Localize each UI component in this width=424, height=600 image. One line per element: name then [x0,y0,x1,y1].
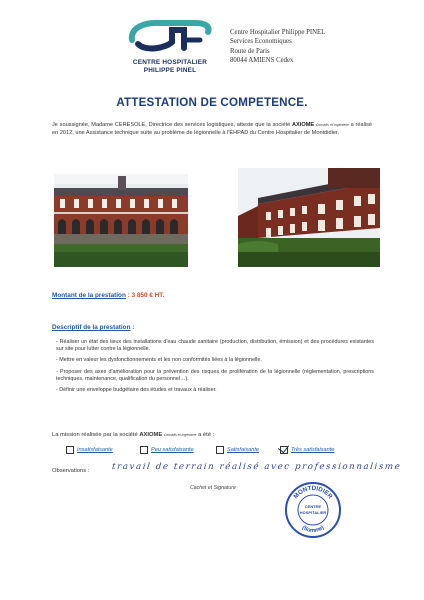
stamp-signature-label: Cachet et Signature [190,485,236,491]
amount-separator: : [125,292,132,299]
rating-label: Insatisfaisante [77,447,113,453]
building-photo-1 [54,174,188,267]
building-photo-2 [238,168,380,267]
checkbox[interactable] [66,446,74,454]
rating-label: Peu satisfaisante [151,447,194,453]
checkbox[interactable] [216,446,224,454]
mission-suffix: a été : [198,432,215,438]
address-line: Route de Paris [230,47,270,55]
amount-line [52,292,164,299]
amount-value: 3 850 € HT. [131,292,165,299]
description-label: Descriptif de la prestation [52,324,131,331]
intro-part1: Je soussignée, Madame CERESOLE, Directrice des services logistiques, atteste que la société [52,122,291,128]
intro-company-sub: Conseils et Ingénierie [315,123,349,127]
stamp-center-text-1: CENTRE [304,504,322,509]
observations-label: Observations : [52,468,90,474]
rating-option-satisfaisante[interactable] [216,446,259,454]
rating-option-tres-satisfaisante[interactable] [280,446,334,454]
hospital-logo [120,18,220,78]
intro-part2: a réalisé en 2012, une Assistance technique suite au problème de légionnelle à l'EHPAD du Centre Hospitalier de Montdidier. [52,122,373,136]
checkbox[interactable] [280,446,288,454]
stamp-bottom-text: (Somme) [300,524,326,535]
list-item: - Réaliser un état des lieux des installations d'eau chaude sanitaire (production, distribution, émission) et des procédures existantes sur site pour lutter contre la légionnelle. [56,339,374,353]
mission-statement [52,432,214,438]
description-list [56,339,374,398]
description-separator: : [130,324,135,331]
address-line: Centre Hospitalier Philippe PINEL [230,29,326,36]
rating-options [66,446,366,456]
checkbox[interactable] [140,446,148,454]
mission-prefix: La mission réalisée par la société [52,432,138,438]
address-line: 80044 AMIENS Cedex [230,56,294,64]
logo-line2: PHILIPPE PINEL [143,67,197,74]
rating-label: Très satisfaisante [291,447,335,453]
intro-company: AXIOME [292,122,315,128]
address-block [230,28,325,65]
rating-option-peu-satisfaisante[interactable] [140,446,194,454]
amount-label: Montant de la prestation [52,292,126,299]
svg-text:(Somme) [301,525,326,534]
description-heading [52,324,134,331]
mission-company-sub: Conseils et Ingénierie [163,433,197,437]
mission-company: AXIOME [139,432,163,438]
hospital-stamp [284,480,342,540]
rating-label: Satisfaisante [227,447,260,453]
rating-option-insatisfaisante[interactable] [66,446,113,454]
document-title: ATTESTATION DE COMPETENCE. [116,96,308,109]
logo-line1: CENTRE HOSPITALIER [132,59,208,66]
observations-handwriting: travail de terrain réalisé avec professionnalisme [111,462,402,472]
list-item: - Proposer des axes d'amélioration pour la prévention des risques de prolifération de la légionnelle (réglementation, prescriptions techniques, maintenance, qualification du personnel…). [56,368,374,382]
stamp-top-text: MONTDIDIER [292,484,334,501]
intro-paragraph [52,122,372,137]
list-item: - Mettre en valeur les dysfonctionnements et les non conformités liées à la légionnelle. [56,357,262,364]
list-item: - Définir une enveloppe budgétaire des études et travaux à réaliser. [56,387,217,394]
stamp-center-text-2: HOSPITALIER [299,510,327,515]
address-line: Services Economiques [230,38,292,46]
logo-mark-icon [126,18,214,58]
